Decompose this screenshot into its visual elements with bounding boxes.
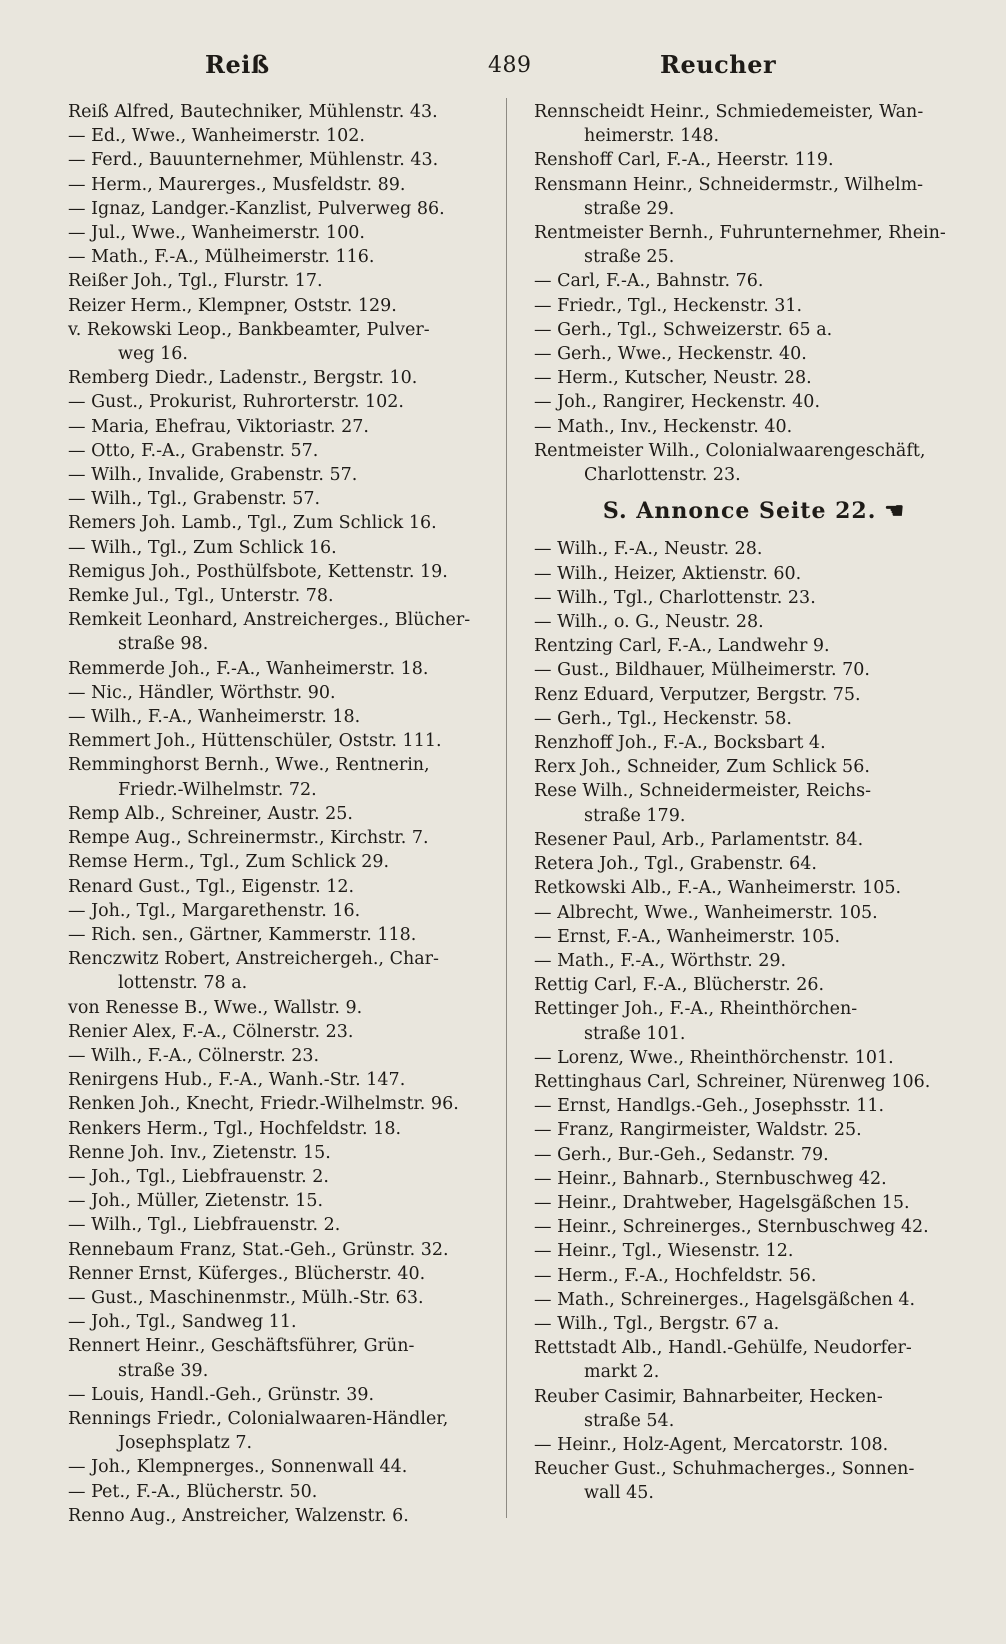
directory-entry [68,536,488,560]
directory-entry [534,100,974,148]
entry-line: Renkers Herm., Tgl., Hochfeldstr. 18. [68,1118,402,1139]
directory-entry [534,586,974,610]
entry-line: Renczwitz Robert, Anstreichergeh., Char- [68,949,439,970]
directory-entry [68,826,488,850]
entry-continuation: straße 39. [118,1360,209,1381]
entry-line: — Louis, Handl.-Geh., Grünstr. 39. [68,1384,375,1405]
entry-line: — Heinr., Holz-Agent, Mercatorstr. 108. [534,1434,889,1455]
directory-entry [534,707,974,731]
entry-line: — Gust., Bildhauer, Mülheimerstr. 70. [534,660,870,681]
directory-entry [68,923,488,947]
directory-entry [534,221,974,269]
entry-continuation: Charlottenstr. 23. [584,465,741,486]
entry-continuation: Friedr.-Wilhelmstr. 72. [118,779,317,800]
entry-line: — Heinr., Bahnarb., Sternbuschweg 42. [534,1168,887,1189]
directory-entry [68,415,488,439]
entry-continuation: lottenstr. 78 a. [118,973,248,994]
entry-line: — Carl, F.-A., Bahnstr. 76. [534,271,764,292]
directory-entry [534,755,974,779]
entry-line: — Otto, F.-A., Grabenstr. 57. [68,440,319,461]
directory-entry [68,996,488,1020]
directory-entry [534,973,974,997]
entry-line: — Gust., Prokurist, Ruhrorterstr. 102. [68,392,404,413]
directory-entry [68,899,488,923]
entry-line: — Wilh., Tgl., Bergstr. 67 a. [534,1313,780,1334]
directory-entry [68,584,488,608]
entry-line: — Math., F.-A., Mülheimerstr. 116. [68,247,375,268]
directory-entry [68,1044,488,1068]
directory-entry [68,875,488,899]
directory-entry [534,901,974,925]
entry-line: Resener Paul, Arb., Parlamentstr. 84. [534,829,864,850]
entry-line: Rettinger Joh., F.-A., Rheinthörchen- [534,999,858,1020]
directory-entry [534,1239,974,1263]
entry-line: Reuber Casimir, Bahnarbeiter, Hecken- [534,1386,883,1407]
entry-continuation: straße 179. [584,805,686,826]
directory-entry [534,1070,974,1094]
entry-line: — Joh., Tgl., Sandweg 11. [68,1312,297,1333]
directory-entry [68,1504,488,1528]
directory-entry [68,1117,488,1141]
entry-line: Remmert Joh., Hüttenschüler, Oststr. 111. [68,731,442,752]
entry-line: Renier Alex, F.-A., Cölnerstr. 23. [68,1021,354,1042]
directory-entry [68,463,488,487]
entry-line: — Herm., Kutscher, Neustr. 28. [534,368,812,389]
directory-entry [534,1457,974,1505]
entry-continuation: heimerstr. 148. [584,126,720,147]
directory-entry [68,1407,488,1455]
directory-entry [68,269,488,293]
directory-entry [68,850,488,874]
directory-entry [534,949,974,973]
entry-line: — Gust., Maschinenmstr., Mülh.-Str. 63. [68,1287,424,1308]
directory-entry [68,1480,488,1504]
directory-entry [534,876,974,900]
entry-line: — Ed., Wwe., Wanheimerstr. 102. [68,126,365,147]
entry-line: — Wilh., F.-A., Neustr. 28. [534,539,763,560]
entry-line: — Ernst, F.-A., Wanheimerstr. 105. [534,926,841,947]
entry-line: Renner Ernst, Küferges., Blücherstr. 40. [68,1263,426,1284]
entry-line: — Wilh., Tgl., Liebfrauenstr. 2. [68,1215,341,1236]
directory-entry [68,1213,488,1237]
directory-entry [68,511,488,535]
entry-line: Rerx Joh., Schneider, Zum Schlick 56. [534,757,870,778]
entry-line: — Wilh., Tgl., Zum Schlick 16. [68,537,337,558]
entry-line: — Wilh., F.-A., Wanheimerstr. 18. [68,707,361,728]
entry-line: Rentmeister Bernh., Fuhrunternehmer, Rhein- [534,223,946,244]
entry-line: — Joh., Müller, Zietenstr. 15. [68,1191,324,1212]
entry-line: Rettstadt Alb., Handl.-Gehülfe, Neudorfer- [534,1338,912,1359]
directory-entry [68,366,488,390]
entry-continuation: straße 54. [584,1410,675,1431]
directory-entry [534,925,974,949]
directory-entry [68,560,488,584]
entry-line: Retera Joh., Tgl., Grabenstr. 64. [534,854,817,875]
entry-line: Remminghorst Bernh., Wwe., Rentnerin, [68,755,430,776]
directory-entry [68,197,488,221]
running-head-left: Reiß [205,50,270,79]
directory-entry [68,705,488,729]
directory-entry [534,439,974,487]
entry-line: — Gerh., Tgl., Schweizerstr. 65 a. [534,319,833,340]
entry-line: Renzhoff Joh., F.-A., Bocksbart 4. [534,733,826,754]
entry-line: Rennert Heinr., Geschäftsführer, Grün- [68,1336,415,1357]
entry-line: — Pet., F.-A., Blücherstr. 50. [68,1481,318,1502]
directory-entry [68,729,488,753]
directory-entry [534,1143,974,1167]
right-column-bottom [534,537,974,1505]
directory-entry [534,1046,974,1070]
directory-entry [534,1191,974,1215]
entry-line: — Maria, Ehefrau, Viktoriastr. 27. [68,416,369,437]
directory-entry [534,342,974,366]
entry-line: Remberg Diedr., Ladenstr., Bergstr. 10. [68,368,418,389]
entry-line: — Franz, Rangirmeister, Waldstr. 25. [534,1120,862,1141]
entry-line: Renne Joh. Inv., Zietenstr. 15. [68,1142,331,1163]
directory-entry [534,683,974,707]
directory-entry [534,366,974,390]
directory-entry [68,487,488,511]
entry-line: — Gerh., Wwe., Heckenstr. 40. [534,344,807,365]
entry-line: Rensmann Heinr., Schneidermstr., Wilhelm- [534,174,924,195]
entry-continuation: straße 98. [118,634,209,655]
entry-continuation: straße 101. [584,1023,686,1044]
directory-entry [534,537,974,561]
entry-line: — Math., F.-A., Wörthstr. 29. [534,950,787,971]
entry-line: Remkeit Leonhard, Anstreicherges., Blücher- [68,610,471,631]
directory-entry [68,1092,488,1116]
entry-line: — Wilh., Invalide, Grabenstr. 57. [68,465,358,486]
entry-line: — Jul., Wwe., Wanheimerstr. 100. [68,223,365,244]
directory-entry [534,731,974,755]
directory-entry [68,657,488,681]
entry-line: — Joh., Tgl., Margarethenstr. 16. [68,900,361,921]
entry-line: — Joh., Tgl., Liebfrauenstr. 2. [68,1166,329,1187]
entry-line: — Albrecht, Wwe., Wanheimerstr. 105. [534,902,878,923]
entry-line: — Ernst, Handlgs.-Geh., Josephsstr. 11. [534,1096,885,1117]
entry-line: — Herm., Maurerges., Musfeldstr. 89. [68,174,406,195]
entry-line: Rennscheidt Heinr., Schmiedemeister, Wan- [534,102,924,122]
entry-line: Rennebaum Franz, Stat.-Geh., Grünstr. 32. [68,1239,449,1260]
pointing-hand-icon: ☚ [884,498,906,525]
directory-entry [68,753,488,801]
entry-line: — Joh., Rangirer, Heckenstr. 40. [534,392,821,413]
entry-line: Rettinghaus Carl, Schreiner, Nürenweg 106. [534,1071,931,1092]
entry-line: Remp Alb., Schreiner, Austr. 25. [68,803,353,824]
entry-line: Reiß Alfred, Bautechniker, Mühlenstr. 43. [68,102,438,122]
entry-line: Retkowski Alb., F.-A., Wanheimerstr. 105. [534,878,902,899]
entry-line: — Heinr., Drahtweber, Hagelsgäßchen 15. [534,1192,910,1213]
entry-line: Reißer Joh., Tgl., Flurstr. 17. [68,271,323,292]
directory-entry [534,269,974,293]
entry-continuation: straße 25. [584,247,675,268]
directory-entry [68,1286,488,1310]
entry-continuation: straße 29. [584,198,675,219]
entry-line: Rese Wilh., Schneidermeister, Reichs- [534,781,872,802]
entry-line: Remse Herm., Tgl., Zum Schlick 29. [68,852,390,873]
entry-line: Renno Aug., Anstreicher, Walzenstr. 6. [68,1505,409,1526]
directory-entry [534,415,974,439]
entry-line: — Gerh., Bur.-Geh., Sedanstr. 79. [534,1144,829,1165]
directory-entry [68,1310,488,1334]
right-column [534,100,974,1506]
entry-line: — Ferd., Bauunternehmer, Mühlenstr. 43. [68,150,439,171]
column-divider [506,98,507,1518]
entry-line: Reizer Herm., Klempner, Oststr. 129. [68,295,397,316]
directory-entry [534,997,974,1045]
directory-entry [68,124,488,148]
directory-entry [534,1336,974,1384]
directory-entry [534,852,974,876]
directory-entry [534,562,974,586]
directory-entry [68,681,488,705]
entry-line: Reucher Gust., Schuhmacherges., Sonnen- [534,1459,915,1480]
entry-line: Remke Jul., Tgl., Unterstr. 78. [68,586,334,607]
directory-entry [534,1167,974,1191]
directory-entry [534,1385,974,1433]
directory-entry [534,1118,974,1142]
entry-line: Renshoff Carl, F.-A., Heerstr. 119. [534,150,834,171]
directory-entry [534,318,974,342]
page-number: 489 [488,53,532,78]
directory-entry [68,390,488,414]
directory-entry [68,1334,488,1382]
directory-entry [68,148,488,172]
entry-continuation: wall 45. [584,1483,654,1504]
directory-entry [534,610,974,634]
directory-entry [68,802,488,826]
entry-line: Rempe Aug., Schreinermstr., Kirchstr. 7. [68,828,429,849]
entry-line: — Friedr., Tgl., Heckenstr. 31. [534,295,803,316]
entry-line: Renard Gust., Tgl., Eigenstr. 12. [68,876,355,897]
right-column-top [534,100,974,487]
directory-entry [68,1020,488,1044]
directory-entry [68,1238,488,1262]
entry-line: — Wilh., Tgl., Charlottenstr. 23. [534,587,816,608]
entry-line: Rentzing Carl, F.-A., Landwehr 9. [534,636,830,657]
directory-entry [534,148,974,172]
entry-line: — Heinr., Tgl., Wiesenstr. 12. [534,1241,794,1262]
directory-entry [534,828,974,852]
directory-entry [534,779,974,827]
entry-line: — Math., Inv., Heckenstr. 40. [534,416,793,437]
entry-line: — Math., Schreinerges., Hagelsgäßchen 4. [534,1289,916,1310]
directory-entry [534,658,974,682]
entry-continuation: weg 16. [118,344,188,365]
entry-line: — Heinr., Schreinerges., Sternbuschweg 42. [534,1217,929,1238]
directory-entry [68,947,488,995]
entry-line: — Wilh., Tgl., Grabenstr. 57. [68,489,321,510]
running-head-right: Reucher [660,50,777,79]
directory-entry [534,1433,974,1457]
entry-line: v. Rekowski Leop., Bankbeamter, Pulver- [68,319,430,340]
directory-entry [68,1455,488,1479]
directory-entry [534,634,974,658]
directory-entry [534,1264,974,1288]
entry-line: Remigus Joh., Posthülfsbote, Kettenstr. 19. [68,561,448,582]
directory-entry [68,1262,488,1286]
annonce-note [534,499,974,523]
entry-line: Renirgens Hub., F.-A., Wanh.-Str. 147. [68,1070,406,1091]
annonce-text: S. Annonce Seite 22. [602,498,877,525]
entry-line: Renken Joh., Knecht, Friedr.-Wilhelmstr. 96. [68,1094,459,1115]
directory-entry [68,173,488,197]
left-column [68,100,488,1528]
entry-line: Rettig Carl, F.-A., Blücherstr. 26. [534,975,825,996]
directory-entry [68,1068,488,1092]
entry-line: Remmerde Joh., F.-A., Wanheimerstr. 18. [68,658,429,679]
entry-line: Renz Eduard, Verputzer, Bergstr. 75. [534,684,861,705]
directory-entry [68,221,488,245]
directory-entry [68,294,488,318]
directory-entry [534,1312,974,1336]
entry-line: — Rich. sen., Gärtner, Kammerstr. 118. [68,924,417,945]
directory-entry [68,1141,488,1165]
entry-line: — Wilh., Heizer, Aktienstr. 60. [534,563,802,584]
entry-continuation: markt 2. [584,1362,660,1383]
entry-line: — Herm., F.-A., Hochfeldstr. 56. [534,1265,817,1286]
directory-entry [68,100,488,124]
entry-line: — Wilh., F.-A., Cölnerstr. 23. [68,1045,320,1066]
directory-entry [534,173,974,221]
directory-entry [68,1165,488,1189]
entry-continuation: Josephsplatz 7. [118,1433,253,1454]
directory-entry [68,608,488,656]
entry-line: Remers Joh. Lamb., Tgl., Zum Schlick 16. [68,513,437,534]
entry-line: — Gerh., Tgl., Heckenstr. 58. [534,708,792,729]
entry-line: — Joh., Klempnerges., Sonnenwall 44. [68,1457,408,1478]
directory-entry [534,294,974,318]
entry-line: — Nic., Händler, Wörthstr. 90. [68,682,336,703]
entry-line: — Wilh., o. G., Neustr. 28. [534,612,764,633]
entry-line: von Renesse B., Wwe., Wallstr. 9. [68,997,363,1018]
entry-line: — Ignaz, Landger.-Kanzlist, Pulverweg 86. [68,198,445,219]
directory-entry [68,1383,488,1407]
directory-entry [68,1189,488,1213]
entry-line: Rennings Friedr., Colonialwaaren-Händler, [68,1408,449,1429]
directory-entry [534,1288,974,1312]
directory-entry [68,439,488,463]
directory-entry [68,318,488,366]
directory-entry [534,1094,974,1118]
entry-line: — Lorenz, Wwe., Rheinthörchenstr. 101. [534,1047,894,1068]
entry-line: Rentmeister Wilh., Colonialwaarengeschäft, [534,440,926,461]
directory-entry [534,390,974,414]
directory-entry [68,245,488,269]
directory-entry [534,1215,974,1239]
